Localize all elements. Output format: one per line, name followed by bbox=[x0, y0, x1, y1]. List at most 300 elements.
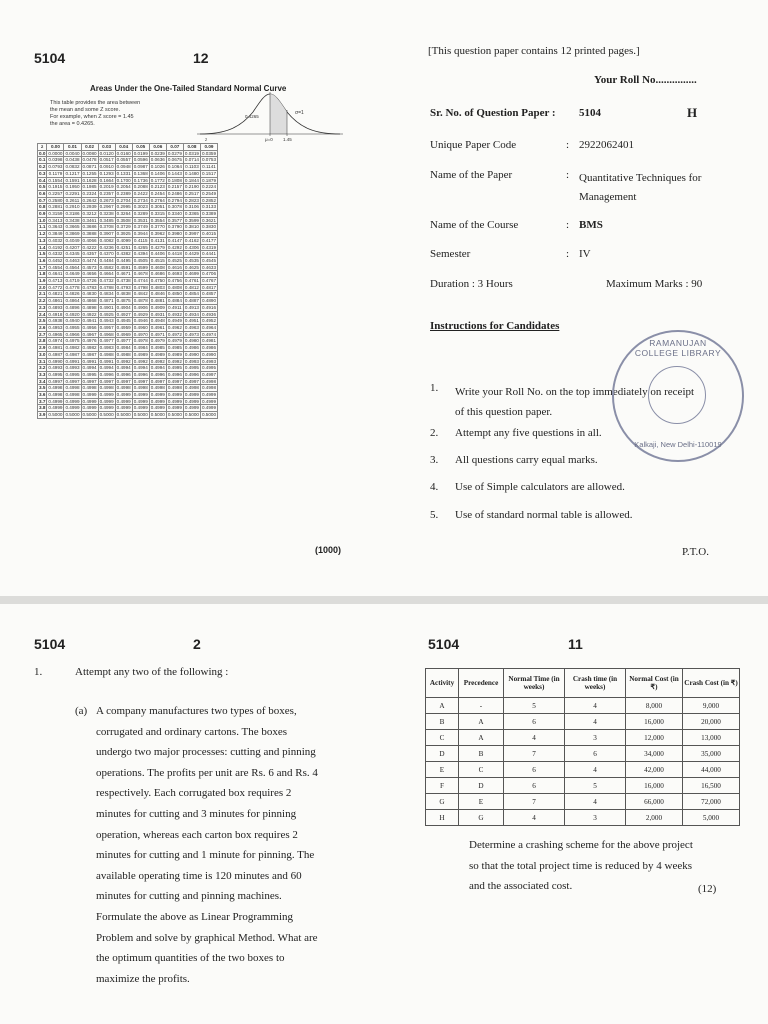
area-cell: 0.3830 bbox=[201, 224, 217, 230]
z-table-row bbox=[38, 365, 218, 372]
area-cell: 0.3212 bbox=[82, 211, 97, 217]
z-table-row bbox=[38, 224, 218, 231]
crash-table-cell: 34,000 bbox=[626, 746, 683, 762]
area-cell: 0.2357 bbox=[99, 190, 114, 196]
area-cell: 0.4995 bbox=[82, 371, 97, 377]
area-cell: 0.4946 bbox=[133, 318, 148, 324]
area-cell: 0.4887 bbox=[184, 298, 199, 304]
crash-table-cell: 4 bbox=[565, 762, 626, 778]
area-cell: 0.2673 bbox=[99, 197, 114, 203]
area-cell: 0.4812 bbox=[184, 284, 199, 290]
area-cell: 0.4997 bbox=[201, 371, 217, 377]
crash-table-cell: B bbox=[426, 714, 459, 730]
area-cell: 0.4996 bbox=[184, 371, 199, 377]
area-cell: 0.4999 bbox=[184, 398, 199, 404]
area-cell: 0.4981 bbox=[48, 345, 63, 351]
area-cell: 0.4207 bbox=[65, 244, 80, 250]
area-cell: 0.4686 bbox=[150, 271, 165, 277]
z-table-row bbox=[38, 398, 218, 405]
area-cell: 0.0120 bbox=[99, 150, 114, 156]
area-cell: 0.4999 bbox=[201, 405, 217, 411]
area-cell: 0.5000 bbox=[99, 412, 114, 418]
area-cell: 0.0557 bbox=[116, 157, 131, 163]
area-cell: 0.3962 bbox=[150, 231, 165, 237]
area-cell: 0.3389 bbox=[201, 211, 217, 217]
area-cell: 0.4997 bbox=[65, 378, 80, 384]
crash-table-cell: 16,500 bbox=[683, 778, 740, 794]
area-cell: 0.3051 bbox=[150, 204, 165, 210]
field-value-paper: Quantitative Techniques for Management bbox=[579, 172, 702, 203]
area-cell: 0.4756 bbox=[167, 278, 182, 284]
question-line: maximize the profits. bbox=[96, 972, 190, 985]
area-cell: 0.4909 bbox=[150, 304, 165, 310]
area-cell: 0.4995 bbox=[167, 365, 182, 371]
area-cell: 0.4936 bbox=[201, 311, 217, 317]
z-table-row bbox=[38, 371, 218, 378]
area-cell: 0.4993 bbox=[65, 365, 80, 371]
area-cell: 0.3729 bbox=[116, 224, 131, 230]
z-value-cell: 1.7 bbox=[39, 264, 46, 270]
area-cell: 0.2019 bbox=[99, 184, 114, 190]
area-cell: 0.4993 bbox=[184, 358, 199, 364]
question-intro: Attempt any two of the following : bbox=[75, 666, 229, 678]
area-cell: 0.4999 bbox=[82, 398, 97, 404]
area-cell: 0.1368 bbox=[133, 170, 148, 176]
area-cell: 0.4988 bbox=[116, 351, 131, 357]
area-cell: 0.4817 bbox=[201, 284, 217, 290]
area-cell: 0.4591 bbox=[116, 264, 131, 270]
area-cell: 0.4861 bbox=[48, 298, 63, 304]
area-cell: 0.4913 bbox=[184, 304, 199, 310]
z-table-header-cell: 0.04 bbox=[115, 144, 132, 151]
area-cell: 0.3577 bbox=[167, 217, 182, 223]
crash-table-cell: 7 bbox=[504, 794, 565, 810]
z-value-cell: 0.1 bbox=[39, 157, 46, 163]
area-cell: 0.4345 bbox=[65, 251, 80, 257]
area-cell: 0.4999 bbox=[116, 398, 131, 404]
crash-table-cell: 4 bbox=[504, 810, 565, 826]
z-value-cell: 0.2 bbox=[39, 164, 46, 170]
crash-table-cell: 5 bbox=[565, 778, 626, 794]
area-cell: 0.4948 bbox=[150, 318, 165, 324]
field-label-upc: Unique Paper Code bbox=[430, 139, 517, 151]
z-value-cell: 1.6 bbox=[39, 257, 46, 263]
area-cell: 0.4699 bbox=[184, 271, 199, 277]
z-table-container bbox=[37, 143, 218, 419]
area-cell: 0.4306 bbox=[184, 244, 199, 250]
area-cell: 0.1844 bbox=[184, 177, 199, 183]
question-line: minutes for cutting and 3 minutes for pinning bbox=[96, 807, 297, 820]
area-cell: 0.4999 bbox=[133, 392, 148, 398]
area-cell: 0.4984 bbox=[116, 345, 131, 351]
area-cell: 0.1217 bbox=[65, 170, 80, 176]
z-value-cell: 1.5 bbox=[39, 251, 46, 257]
area-cell: 0.4990 bbox=[48, 358, 63, 364]
area-cell: 0.0080 bbox=[82, 150, 97, 156]
question-line: Problem and solve by graphical Method. What are bbox=[96, 931, 318, 944]
crash-table-cell: A bbox=[426, 698, 459, 714]
z-value-cell: 0.0 bbox=[39, 150, 46, 156]
area-cell: 0.3869 bbox=[65, 231, 80, 237]
area-cell: 0.4838 bbox=[116, 291, 131, 297]
area-cell: 0.4750 bbox=[150, 278, 165, 284]
crashing-question-text bbox=[469, 835, 729, 897]
area-cell: 0.4999 bbox=[167, 398, 182, 404]
area-cell: 0.4890 bbox=[201, 298, 217, 304]
area-cell: 0.4049 bbox=[65, 237, 80, 243]
area-cell: 0.3264 bbox=[116, 211, 131, 217]
area-cell: 0.4998 bbox=[48, 392, 63, 398]
crash-table-cell: 66,000 bbox=[626, 794, 683, 810]
area-cell: 0.1179 bbox=[48, 170, 63, 176]
area-cell: 0.3997 bbox=[184, 231, 199, 237]
area-cell: 0.4987 bbox=[65, 351, 80, 357]
area-cell: 0.4997 bbox=[150, 378, 165, 384]
area-cell: 0.4991 bbox=[82, 358, 97, 364]
area-cell: 0.4929 bbox=[133, 311, 148, 317]
area-cell: 0.4934 bbox=[184, 311, 199, 317]
z-table-header-cell: 0.06 bbox=[149, 144, 166, 151]
field-value-course: BMS bbox=[579, 219, 603, 231]
area-cell: 0.4998 bbox=[99, 385, 114, 391]
area-cell: 0.4973 bbox=[184, 331, 199, 337]
area-cell: 0.4994 bbox=[99, 365, 114, 371]
instruction-number: 4. bbox=[430, 481, 439, 493]
area-cell: 0.4916 bbox=[201, 304, 217, 310]
area-cell: 0.5000 bbox=[82, 412, 97, 418]
area-cell: 0.4573 bbox=[82, 264, 97, 270]
area-cell: 0.4927 bbox=[116, 311, 131, 317]
z-value-cell: 3.4 bbox=[39, 378, 46, 384]
instruction-text-5: Use of standard normal table is allowed. bbox=[455, 509, 633, 521]
area-cell: 0.4999 bbox=[201, 398, 217, 404]
z-value-cell: 0.6 bbox=[39, 190, 46, 196]
area-cell: 0.4922 bbox=[82, 311, 97, 317]
crash-table-cell: 5,000 bbox=[683, 810, 740, 826]
area-cell: 0.4987 bbox=[82, 351, 97, 357]
area-cell: 0.4988 bbox=[99, 351, 114, 357]
area-cell: 0.4982 bbox=[82, 345, 97, 351]
area-cell: 0.4706 bbox=[201, 271, 217, 277]
z-value-cell: 1.0 bbox=[39, 217, 46, 223]
library-stamp: RAMANUJAN COLLEGE LIBRARY Kalkaji, New Delhi-110019 bbox=[612, 330, 744, 462]
area-cell: 0.2580 bbox=[48, 197, 63, 203]
area-cell: 0.4821 bbox=[48, 291, 63, 297]
area-cell: 0.4998 bbox=[201, 378, 217, 384]
question-line: available operating time is 120 minutes and 60 bbox=[96, 869, 302, 882]
area-cell: 0.4394 bbox=[133, 251, 148, 257]
z-value-cell: 3.5 bbox=[39, 385, 46, 391]
area-cell: 0.4995 bbox=[184, 365, 199, 371]
area-cell: 0.4962 bbox=[167, 324, 182, 330]
crash-table-header-cell: Activity bbox=[426, 669, 459, 698]
area-cell: 0.4878 bbox=[133, 298, 148, 304]
area-cell: 0.2611 bbox=[65, 197, 80, 203]
crash-table-cell: G bbox=[459, 810, 504, 826]
area-cell: 0.4952 bbox=[201, 318, 217, 324]
z-value-cell: 3.1 bbox=[39, 358, 46, 364]
question-line: operations. The profits per unit are Rs. 6 and Rs. 4 bbox=[96, 766, 318, 779]
page-number: 12 bbox=[193, 50, 209, 66]
area-cell: 0.4793 bbox=[116, 284, 131, 290]
area-cell: 0.1255 bbox=[82, 170, 97, 176]
roll-number-line: Your Roll No............... bbox=[594, 74, 697, 86]
area-cell: 0.3461 bbox=[82, 217, 97, 223]
area-cell: 0.4535 bbox=[184, 257, 199, 263]
area-cell: 0.4956 bbox=[82, 324, 97, 330]
area-cell: 0.4881 bbox=[150, 298, 165, 304]
area-cell: 0.1628 bbox=[82, 177, 97, 183]
printed-pages-note: [This question paper contains 12 printed pages.] bbox=[428, 45, 640, 57]
area-cell: 0.3643 bbox=[48, 224, 63, 230]
area-cell: 0.2549 bbox=[201, 190, 217, 196]
z-table-header-row bbox=[38, 144, 218, 151]
area-cell: 0.4991 bbox=[99, 358, 114, 364]
area-cell: 0.4996 bbox=[133, 371, 148, 377]
area-cell: 0.4999 bbox=[184, 405, 199, 411]
area-cell: 0.4788 bbox=[99, 284, 114, 290]
area-cell: 0.4032 bbox=[48, 237, 63, 243]
area-cell: 0.4162 bbox=[184, 237, 199, 243]
area-cell: 0.4357 bbox=[82, 251, 97, 257]
z-table-row bbox=[38, 331, 218, 338]
instruction-text-1: Write your Roll No. on the top immediately on receipt of this question paper. bbox=[455, 386, 695, 418]
area-cell: 0.4999 bbox=[133, 398, 148, 404]
area-cell: 0.2794 bbox=[167, 197, 182, 203]
area-cell: 0.4987 bbox=[48, 351, 63, 357]
area-cell: 0.4999 bbox=[82, 392, 97, 398]
area-cell: 0.4920 bbox=[65, 311, 80, 317]
area-cell: 0.4997 bbox=[48, 378, 63, 384]
area-cell: 0.4998 bbox=[65, 392, 80, 398]
z-value-cell: 3.2 bbox=[39, 365, 46, 371]
area-cell: 0.4608 bbox=[150, 264, 165, 270]
area-cell: 0.4370 bbox=[99, 251, 114, 257]
z-value-cell: 0.7 bbox=[39, 197, 46, 203]
z-value-cell: 2.1 bbox=[39, 291, 46, 297]
area-cell: 0.4951 bbox=[184, 318, 199, 324]
z-table-row bbox=[38, 311, 218, 318]
area-cell: 0.4994 bbox=[116, 365, 131, 371]
area-cell: 0.4992 bbox=[133, 358, 148, 364]
area-cell: 0.3554 bbox=[150, 217, 165, 223]
z-table-row bbox=[38, 318, 218, 325]
area-cell: 0.4931 bbox=[150, 311, 165, 317]
z-table-row bbox=[38, 304, 218, 311]
question-line: operation, whereas each carton box requires 2 bbox=[96, 828, 298, 841]
area-cell: 0.4996 bbox=[116, 371, 131, 377]
area-cell: 0.4599 bbox=[133, 264, 148, 270]
z-table-row bbox=[38, 412, 218, 419]
area-cell: 0.4999 bbox=[99, 405, 114, 411]
crash-table-cell: 6 bbox=[504, 714, 565, 730]
area-cell: 0.4292 bbox=[167, 244, 182, 250]
area-cell: 0.4985 bbox=[150, 345, 165, 351]
question-line: corrugated and ordinary cartons. The boxes bbox=[96, 725, 288, 738]
area-cell: 0.4981 bbox=[201, 338, 217, 344]
normal-curve-diagram bbox=[195, 88, 345, 144]
serial-number-value: 5104 bbox=[579, 107, 601, 119]
area-cell: 0.4783 bbox=[82, 284, 97, 290]
crash-table-cell: 7 bbox=[504, 746, 565, 762]
area-cell: 0.2823 bbox=[184, 197, 199, 203]
area-cell: 0.4990 bbox=[201, 351, 217, 357]
area-cell: 0.1772 bbox=[150, 177, 165, 183]
area-cell: 0.0160 bbox=[116, 150, 131, 156]
area-cell: 0.3106 bbox=[184, 204, 199, 210]
field-label-paper: Name of the Paper bbox=[430, 169, 513, 181]
area-cell: 0.4967 bbox=[82, 331, 97, 337]
area-cell: 0.4382 bbox=[116, 251, 131, 257]
area-cell: 0.3790 bbox=[167, 224, 182, 230]
question-line: Formulate the above as Linear Programming bbox=[96, 910, 294, 923]
area-cell: 0.4418 bbox=[167, 251, 182, 257]
z-value-cell: 0.9 bbox=[39, 211, 46, 217]
area-cell: 0.1554 bbox=[48, 177, 63, 183]
area-cell: 0.4999 bbox=[99, 398, 114, 404]
area-cell: 0.4999 bbox=[48, 405, 63, 411]
area-cell: 0.4505 bbox=[133, 257, 148, 263]
area-cell: 0.0987 bbox=[133, 164, 148, 170]
area-cell: 0.4808 bbox=[167, 284, 182, 290]
area-cell: 0.4664 bbox=[99, 271, 114, 277]
area-cell: 0.4147 bbox=[167, 237, 182, 243]
z-table-row bbox=[38, 271, 218, 278]
curve-mu-label: μ=0 bbox=[265, 137, 273, 142]
area-cell: 0.4996 bbox=[99, 371, 114, 377]
area-cell: 0.4992 bbox=[150, 358, 165, 364]
area-cell: 0.4999 bbox=[65, 398, 80, 404]
crash-table-cell: B bbox=[459, 746, 504, 762]
area-cell: 0.4649 bbox=[65, 271, 80, 277]
area-cell: 0.4761 bbox=[184, 278, 199, 284]
area-cell: 0.4983 bbox=[99, 345, 114, 351]
area-cell: 0.4953 bbox=[48, 324, 63, 330]
curve-sigma-label: σ=1 bbox=[295, 110, 304, 116]
area-cell: 0.0910 bbox=[99, 164, 114, 170]
area-cell: 0.4995 bbox=[65, 371, 80, 377]
area-cell: 0.4940 bbox=[65, 318, 80, 324]
z-table-row bbox=[38, 237, 218, 244]
area-cell: 0.4875 bbox=[116, 298, 131, 304]
area-cell: 0.4994 bbox=[150, 365, 165, 371]
area-cell: 0.4864 bbox=[65, 298, 80, 304]
area-cell: 0.3340 bbox=[167, 211, 182, 217]
crash-table-row bbox=[426, 762, 740, 778]
area-cell: 0.4066 bbox=[82, 237, 97, 243]
area-cell: 0.2486 bbox=[167, 190, 182, 196]
area-cell: 0.0279 bbox=[167, 150, 182, 156]
area-cell: 0.4999 bbox=[201, 392, 217, 398]
area-cell: 0.4961 bbox=[150, 324, 165, 330]
area-cell: 0.4996 bbox=[167, 371, 182, 377]
crash-table-cell: 16,000 bbox=[626, 778, 683, 794]
area-cell: 0.0517 bbox=[99, 157, 114, 163]
area-cell: 0.4995 bbox=[48, 371, 63, 377]
question-line: minutes for cutting and 1 minute for pinning. The bbox=[96, 849, 315, 862]
area-cell: 0.4656 bbox=[82, 271, 97, 277]
z-table-row bbox=[38, 184, 218, 191]
crash-table-cell: 5 bbox=[504, 698, 565, 714]
area-cell: 0.0596 bbox=[133, 157, 148, 163]
area-cell: 0.4192 bbox=[48, 244, 63, 250]
z-table-row bbox=[38, 244, 218, 251]
paper-code: 5104 bbox=[34, 50, 66, 66]
z-value-cell: 2.9 bbox=[39, 345, 46, 351]
z-table-row bbox=[38, 345, 218, 352]
area-cell: 0.0398 bbox=[48, 157, 63, 163]
area-cell: 0.4965 bbox=[48, 331, 63, 337]
area-cell: 0.4943 bbox=[99, 318, 114, 324]
crash-table-cell: 6 bbox=[504, 762, 565, 778]
paper-code: 5104 bbox=[34, 636, 66, 652]
z-table-header-cell: 0.00 bbox=[47, 144, 64, 151]
area-cell: 0.3944 bbox=[133, 231, 148, 237]
area-cell: 0.5000 bbox=[167, 412, 182, 418]
area-cell: 0.3621 bbox=[201, 217, 217, 223]
crash-table-cell: 42,000 bbox=[626, 762, 683, 778]
maximum-marks: Maximum Marks : 90 bbox=[606, 278, 703, 290]
crashing-question-line: and the associated cost. bbox=[469, 880, 573, 893]
area-cell: 0.0871 bbox=[82, 164, 97, 170]
area-cell: 0.4719 bbox=[65, 278, 80, 284]
area-cell: 0.4868 bbox=[82, 298, 97, 304]
area-cell: 0.1664 bbox=[99, 177, 114, 183]
area-cell: 0.4616 bbox=[167, 264, 182, 270]
area-cell: 0.4738 bbox=[116, 278, 131, 284]
area-cell: 0.3665 bbox=[65, 224, 80, 230]
area-cell: 0.0948 bbox=[116, 164, 131, 170]
area-cell: 0.4911 bbox=[168, 304, 182, 310]
area-cell: 0.0438 bbox=[65, 157, 80, 163]
z-table-header-cell: 0.01 bbox=[64, 144, 81, 151]
crash-table-cell: 44,000 bbox=[683, 762, 740, 778]
area-cell: 0.4975 bbox=[65, 338, 80, 344]
z-table-header-cell: 0.03 bbox=[98, 144, 115, 151]
area-cell: 0.4999 bbox=[150, 392, 165, 398]
area-cell: 0.3365 bbox=[184, 211, 199, 217]
area-cell: 0.4999 bbox=[48, 398, 63, 404]
curve-z-label: z bbox=[205, 137, 208, 142]
area-cell: 0.4938 bbox=[48, 318, 63, 324]
area-cell: 0.4564 bbox=[65, 264, 80, 270]
normal-table-description: This table provides the area between the mean and some Z score. For example, when Z score = 1.45 the area = 0.4265. bbox=[50, 100, 141, 127]
field-value-semester: IV bbox=[579, 248, 591, 260]
area-cell: 0.5000 bbox=[184, 412, 199, 418]
area-cell: 0.1331 bbox=[116, 170, 131, 176]
area-cell: 0.4993 bbox=[201, 358, 217, 364]
question-body bbox=[96, 701, 396, 989]
z-table-row bbox=[38, 217, 218, 224]
area-cell: 0.4979 bbox=[150, 338, 165, 344]
z-value-cell: 2.3 bbox=[39, 304, 46, 310]
field-label-semester: Semester bbox=[430, 248, 471, 260]
z-value-cell: 3.7 bbox=[39, 398, 46, 404]
area-cell: 0.0675 bbox=[167, 157, 182, 163]
crash-table-row bbox=[426, 778, 740, 794]
area-cell: 0.3289 bbox=[133, 211, 148, 217]
area-cell: 0.4980 bbox=[184, 338, 199, 344]
crash-table-cell: 4 bbox=[565, 698, 626, 714]
z-value-cell: 1.9 bbox=[39, 278, 46, 284]
z-table-row bbox=[38, 197, 218, 204]
area-cell: 0.4265 bbox=[133, 244, 148, 250]
area-cell: 0.2088 bbox=[133, 184, 148, 190]
area-cell: 0.4236 bbox=[99, 244, 114, 250]
area-cell: 0.4803 bbox=[150, 284, 165, 290]
area-cell: 0.4949 bbox=[167, 318, 182, 324]
area-cell: 0.4964 bbox=[201, 324, 217, 330]
